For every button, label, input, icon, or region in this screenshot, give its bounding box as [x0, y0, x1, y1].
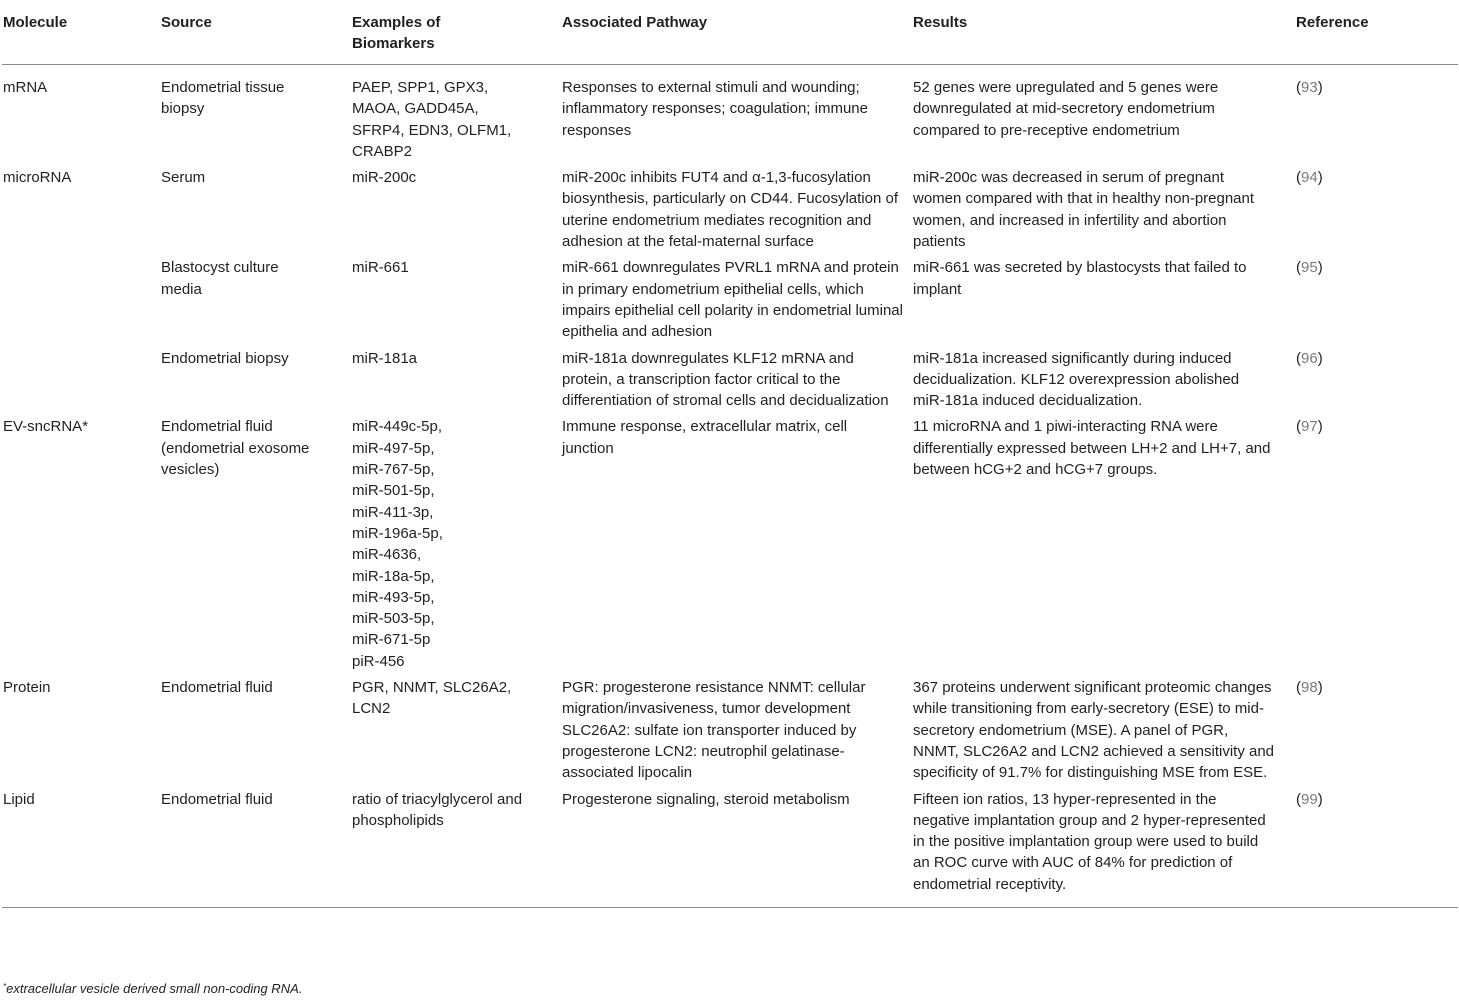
- table-row: [2, 346, 1458, 415]
- biomarker-table: [2, 0, 1458, 908]
- cell-molecule: Lipid: [2, 787, 161, 908]
- biomarker-item: miR-4636,: [352, 546, 422, 564]
- cell-reference[interactable]: (96): [1296, 349, 1323, 367]
- cell-pathway: Responses to external stimuli and wounding; inflammatory responses; coagulation; immune responses: [562, 79, 868, 139]
- cell-results: miR-661 was secreted by blastocysts that failed to implant: [913, 259, 1247, 298]
- cell-source: Blastocyst culture media: [161, 259, 279, 298]
- cell-reference[interactable]: (93): [1296, 79, 1323, 96]
- cell-pathway: Immune response, extracellular matrix, cell junction: [562, 418, 848, 457]
- biomarker-item: miR-767-5p,: [352, 461, 435, 479]
- biomarker-item: piR-456: [352, 652, 405, 670]
- cell-molecule: microRNA: [3, 169, 72, 187]
- cell-reference[interactable]: (94): [1296, 169, 1323, 187]
- biomarker-item: miR-449c-5p,: [352, 418, 443, 436]
- biomarker-item: miR-493-5p,: [352, 588, 435, 606]
- header-examples-of-biomarkers: Examples of Biomarkers: [352, 0, 562, 65]
- cell-biomarkers: miR-661: [352, 259, 409, 277]
- cell-biomarkers: miR-181a: [352, 349, 418, 367]
- cell-pathway: PGR: progesterone resistance NNMT: cellular migration/invasiveness, tumor development SLC26A2: sulfate ion transporter induced by progesterone LCN2: neutrophil gelatinase-associated lipocalin: [562, 679, 866, 782]
- table-row: [2, 675, 1458, 786]
- header-row: [2, 0, 1458, 65]
- cell-source: Endometrial tissue biopsy: [161, 79, 285, 118]
- cell-results: 52 genes were upregulated and 5 genes were downregulated at mid-secretory endometrium compared to pre-receptive endometrium: [913, 79, 1219, 139]
- cell-results: miR-200c was decreased in serum of pregnant women compared with that in healthy non-pregnant women, and increased in infertility and abortion patients: [913, 169, 1255, 251]
- cell-molecule: [2, 255, 161, 345]
- header-molecule: Molecule: [2, 0, 161, 65]
- cell-results: Fifteen ion ratios, 13 hyper-represented in the negative implantation group and 2 hyper-represented in the positive implantation group were used to build an ROC curve with AUC of 84% for prediction of endometrial receptivity.: [913, 787, 1296, 908]
- cell-results: 367 proteins underwent significant proteomic changes while transitioning from early-secretory (ESE) to mid-secretory endometrium (MSE). A panel of PGR, NNMT, SLC26A2 and LCN2 achieved a sensitivity and specificity of 91.7% for distinguishing MSE from ESE.: [913, 679, 1275, 782]
- cell-source: Endometrial fluid (endometrial exosome vesicles): [161, 418, 310, 479]
- cell-molecule: Protein: [3, 679, 51, 697]
- reference-link[interactable]: 99: [1301, 790, 1318, 808]
- cell-pathway: miR-181a downregulates KLF12 mRNA and protein, a transcription factor critical to the differentiation of stromal cells and decidualization: [562, 349, 889, 410]
- footnote-text: extracellular vesicle derived small non-coding RNA.: [6, 981, 303, 996]
- table-row: [2, 787, 1458, 908]
- biomarker-item: miR-501-5p,: [352, 482, 435, 500]
- cell-biomarkers: miR-200c: [352, 169, 417, 187]
- table-footnote: [3, 980, 302, 998]
- reference-link[interactable]: 94: [1301, 169, 1318, 187]
- cell-pathway: Progesterone signaling, steroid metabolism: [562, 787, 913, 908]
- table-row: [2, 414, 1458, 675]
- cell-source: Serum: [161, 169, 206, 187]
- cell-biomarkers: PAEP, SPP1, GPX3, MAOA, GADD45A, SFRP4, EDN3, OLFM1, CRABP2: [352, 79, 512, 160]
- footnote-marker: *: [3, 982, 7, 991]
- biomarker-item: miR-196a-5p,: [352, 524, 443, 542]
- header-reference: Reference: [1296, 0, 1458, 65]
- cell-biomarkers: [352, 414, 562, 675]
- cell-source: Endometrial biopsy: [161, 349, 289, 367]
- header-results: Results: [913, 0, 1296, 65]
- cell-pathway: miR-661 downregulates PVRL1 mRNA and protein in primary endometrium epithelial cells, which impairs epithelial cell polarity in endometrial luminal epithelia and adhesion: [562, 259, 903, 341]
- header-associated-pathway: Associated Pathway: [562, 0, 913, 65]
- cell-reference[interactable]: (99): [1296, 787, 1458, 908]
- cell-molecule: EV-sncRNA*: [3, 418, 89, 436]
- cell-pathway: miR-200c inhibits FUT4 and α-1,3-fucosylation biosynthesis, particularly on CD44. Fucosylation of uterine endometrium mediates recognition and adhesion at the fetal-maternal surface: [562, 169, 898, 251]
- cell-biomarkers: PGR, NNMT, SLC26A2, LCN2: [352, 679, 512, 718]
- biomarker-item: miR-671-5p: [352, 631, 431, 649]
- reference-link[interactable]: 96: [1301, 349, 1318, 367]
- biomarker-item: miR-18a-5p,: [352, 567, 435, 585]
- cell-results: miR-181a increased significantly during induced decidualization. KLF12 overexpression abolished miR-181a induced decidualization.: [913, 349, 1240, 410]
- reference-link[interactable]: 98: [1301, 679, 1318, 697]
- cell-source: Endometrial fluid: [161, 787, 352, 908]
- cell-biomarkers: ratio of triacylglycerol and phospholipids: [352, 787, 562, 908]
- cell-source: Endometrial fluid: [161, 679, 273, 697]
- table-body: [2, 65, 1458, 908]
- cell-molecule: mRNA: [3, 79, 48, 96]
- reference-link[interactable]: 97: [1301, 418, 1318, 436]
- table-row: [2, 165, 1458, 255]
- table-row: [2, 65, 1458, 166]
- table-row: [2, 255, 1458, 345]
- reference-link[interactable]: 95: [1301, 259, 1318, 277]
- cell-reference[interactable]: (97): [1296, 418, 1323, 436]
- header-source: Source: [161, 0, 352, 65]
- reference-link[interactable]: 93: [1301, 79, 1318, 96]
- cell-reference[interactable]: (95): [1296, 259, 1323, 277]
- cell-molecule: [2, 346, 161, 415]
- cell-results: 11 microRNA and 1 piwi-interacting RNA were differentially expressed between LH+2 and LH+7, and between hCG+2 and hCG+7 groups.: [913, 418, 1271, 479]
- cell-reference[interactable]: (98): [1296, 679, 1323, 697]
- biomarker-item: miR-497-5p,: [352, 439, 435, 457]
- biomarker-item: miR-411-3p,: [352, 503, 434, 521]
- biomarker-item: miR-503-5p,: [352, 610, 435, 628]
- table-header: [2, 0, 1458, 65]
